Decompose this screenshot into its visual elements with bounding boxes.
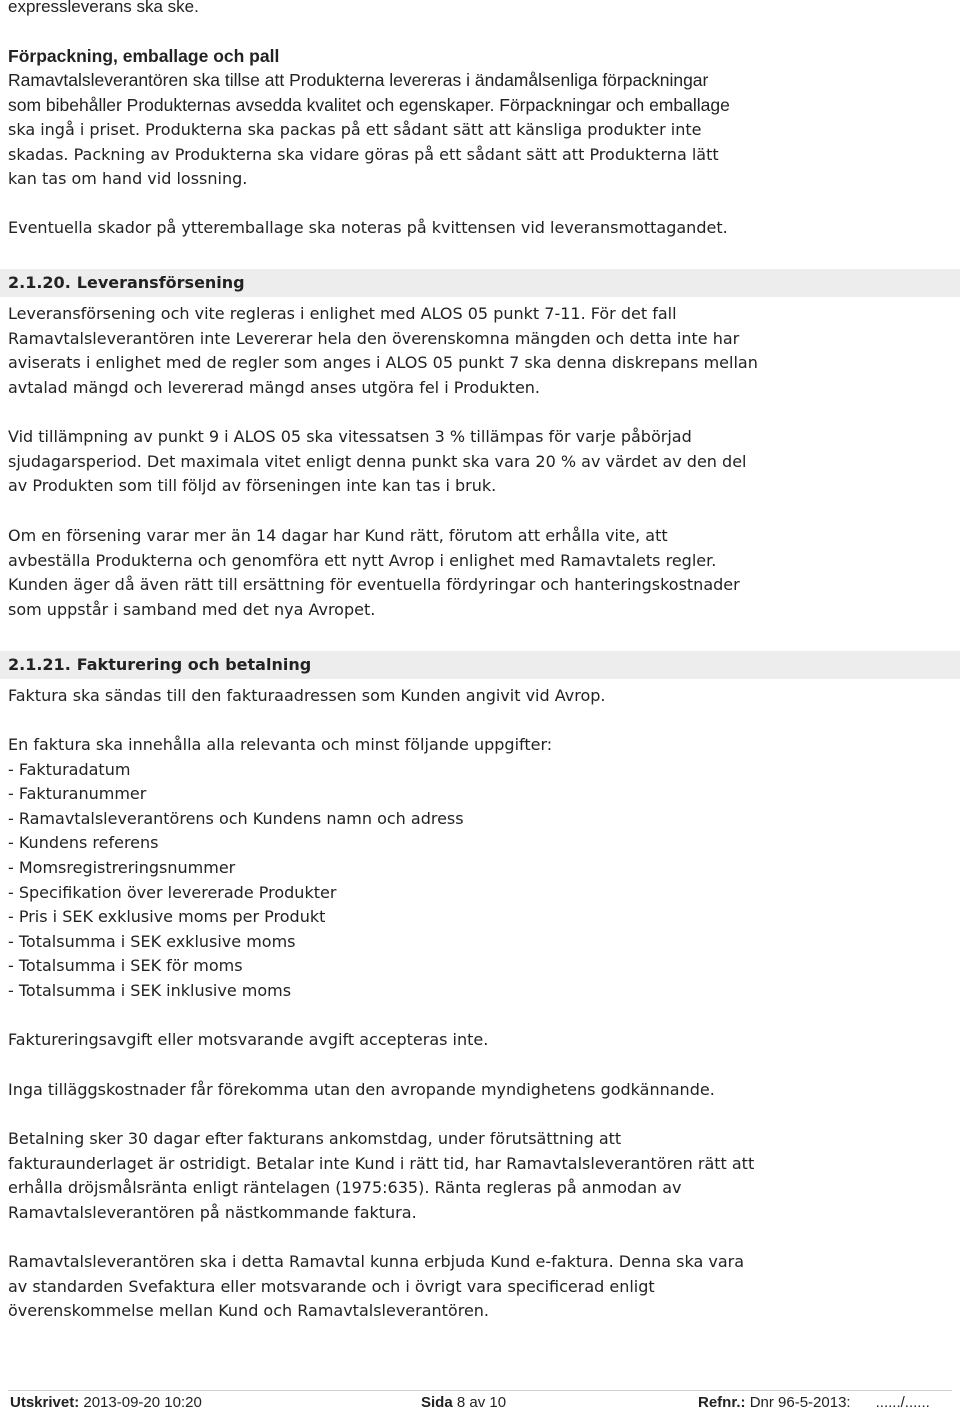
- text-line: Betalning sker 30 dagar efter fakturans ankomstdag, under förutsättning att: [8, 1129, 622, 1148]
- footer-page-total: 10: [489, 1394, 507, 1411]
- text-line: erhålla dröjsmålsränta enligt räntelagen (1975:635). Ränta regleras på anmodan av: [8, 1178, 682, 1198]
- packaging-heading: Förpackning, emballage och pall: [8, 46, 280, 66]
- text-line: Eventuella skador på ytteremballage ska noteras på kvittensen vid leveransmottagandet.: [8, 218, 728, 237]
- footer-printed-label: Utskrivet:: [10, 1394, 80, 1411]
- footer-page-number: 8: [456, 1394, 466, 1411]
- packaging-paragraph-b: [8, 118, 719, 192]
- text-line: Faktureringsavgift eller motsvarande avgift accepteras inte.: [8, 1030, 489, 1049]
- list-item: - Kundens referens: [8, 833, 159, 853]
- section-title: Fakturering och betalning: [76, 655, 312, 674]
- paragraph: [8, 1127, 754, 1225]
- paragraph: [8, 302, 758, 400]
- text-line: Vid tillämpning av punkt 9 i ALOS 05 ska vitessatsen 3 % tillämpas för varje påbörjad: [8, 427, 692, 446]
- text-line: Faktura ska sändas till den fakturaadressen som Kunden angivit vid Avrop.: [8, 686, 606, 705]
- list-item: - Pris i SEK exklusive moms per Produkt: [8, 907, 326, 927]
- footer-ref-value: Dnr 96-5-2013:: [749, 1394, 851, 1411]
- paragraph: [8, 1250, 744, 1324]
- text-line: ska ingå i priset. Produkterna ska packas på ett sådant sätt att känsliga produkter inte: [8, 120, 702, 139]
- text-line: Inga tilläggskostnader får förekomma utan den avropande myndighetens godkännande.: [8, 1080, 715, 1099]
- text-line: Leveransförsening och vite regleras i enlighet med ALOS 05 punkt 7-11. För det fall: [8, 304, 677, 323]
- section-title: Leveransförsening: [76, 273, 245, 292]
- packaging-paragraph-c: [8, 216, 728, 241]
- text-line: Ramavtalsleverantören ska i detta Ramavtal kunna erbjuda Kund e-faktura. Denna ska vara: [8, 1252, 744, 1271]
- text-line: Ramavtalsleverantören på nästkommande faktura.: [8, 1202, 417, 1222]
- list-item: - Specifikation över levererade Produkter: [8, 882, 337, 902]
- text-line: En faktura ska innehålla alla relevanta och minst följande uppgifter:: [8, 735, 553, 754]
- text-line: skadas. Packning av Produkterna ska vidare göras på ett sådant sätt att Produkterna lätt: [8, 144, 719, 164]
- paragraph: [8, 684, 605, 709]
- footer-page: [421, 1391, 506, 1415]
- footer-page-label: Sida: [421, 1394, 453, 1411]
- text-line: av standarden Svefaktura eller motsvarande och i övrigt vara specificerad enligt: [8, 1276, 655, 1296]
- page-footer: [8, 1390, 952, 1414]
- section-number: 2.1.21.: [8, 655, 71, 674]
- footer-page-of: av: [469, 1394, 486, 1411]
- text-line: som uppstår i samband med det nya Avropet.: [8, 599, 376, 619]
- footer-ref-label: Refnr.:: [698, 1394, 746, 1411]
- text-line: fakturaunderlaget är ostridigt. Betalar inte Kund i rätt tid, har Ramavtalsleverantören rätt att: [8, 1153, 755, 1173]
- footer-ref: [698, 1391, 930, 1415]
- footer-ref-suffix: ....../......: [875, 1394, 930, 1411]
- paragraph: [8, 1078, 715, 1103]
- text-line: som bibehåller Produkternas avsedda kvalitet och egenskaper. Förpackningar och emballage: [8, 94, 730, 115]
- footer-printed: [10, 1391, 202, 1415]
- list-item: - Totalsumma i SEK inklusive moms: [8, 980, 292, 1000]
- list-item: - Fakturanummer: [8, 784, 147, 804]
- text-line: avbeställa Produkterna och genomföra ett nytt Avrop i enlighet med Ramavtalets regler.: [8, 550, 717, 570]
- text-line: sjudagarsperiod. Det maximala vitet enligt denna punkt ska vara 20 % av värdet av den del: [8, 451, 747, 471]
- text-line: aviserats i enlighet med de regler som anges i ALOS 05 punkt 7 ska denna diskrepans mellan: [8, 353, 758, 373]
- paragraph: [8, 524, 740, 622]
- text-line: avtalad mängd och levererad mängd anses utgöra fel i Produkten.: [8, 377, 541, 397]
- text-line: Om en försening varar mer än 14 dagar har Kund rätt, förutom att erhålla vite, att: [8, 526, 668, 545]
- section-heading-leveransforsening: [0, 269, 960, 297]
- text-line: Ramavtalsleverantören inte Levererar hela den överenskomna mängden och detta inte har: [8, 328, 740, 348]
- list-item: - Fakturadatum: [8, 759, 131, 779]
- packaging-paragraph-a: [8, 68, 730, 117]
- section-number: 2.1.20.: [8, 273, 71, 292]
- list-item: - Totalsumma i SEK för moms: [8, 956, 243, 976]
- paragraph: [8, 1028, 488, 1053]
- continuation-text: expressleverans ska ske.: [8, 0, 199, 16]
- text-line: överenskommelse mellan Kund och Ramavtalsleverantören.: [8, 1301, 490, 1321]
- list-item: - Ramavtalsleverantörens och Kundens namn och adress: [8, 808, 464, 828]
- list-item: - Momsregistreringsnummer: [8, 857, 236, 877]
- text-line: Ramavtalsleverantören ska tillse att Produkterna levereras i ändamålsenliga förpackningar: [8, 70, 709, 90]
- list-item: - Totalsumma i SEK exklusive moms: [8, 931, 296, 951]
- text-line: av Produkten som till följd av förseningen inte kan tas i bruk.: [8, 476, 497, 496]
- text-line: kan tas om hand vid lossning.: [8, 169, 248, 189]
- paragraph: [8, 425, 746, 499]
- section-heading-fakturering: [0, 651, 960, 679]
- footer-printed-value: 2013-09-20 10:20: [83, 1394, 202, 1411]
- invoice-requirements-list: [8, 733, 552, 1004]
- text-line: Kunden äger då även rätt till ersättning för eventuella fördyringar och hanteringskostnader: [8, 575, 740, 595]
